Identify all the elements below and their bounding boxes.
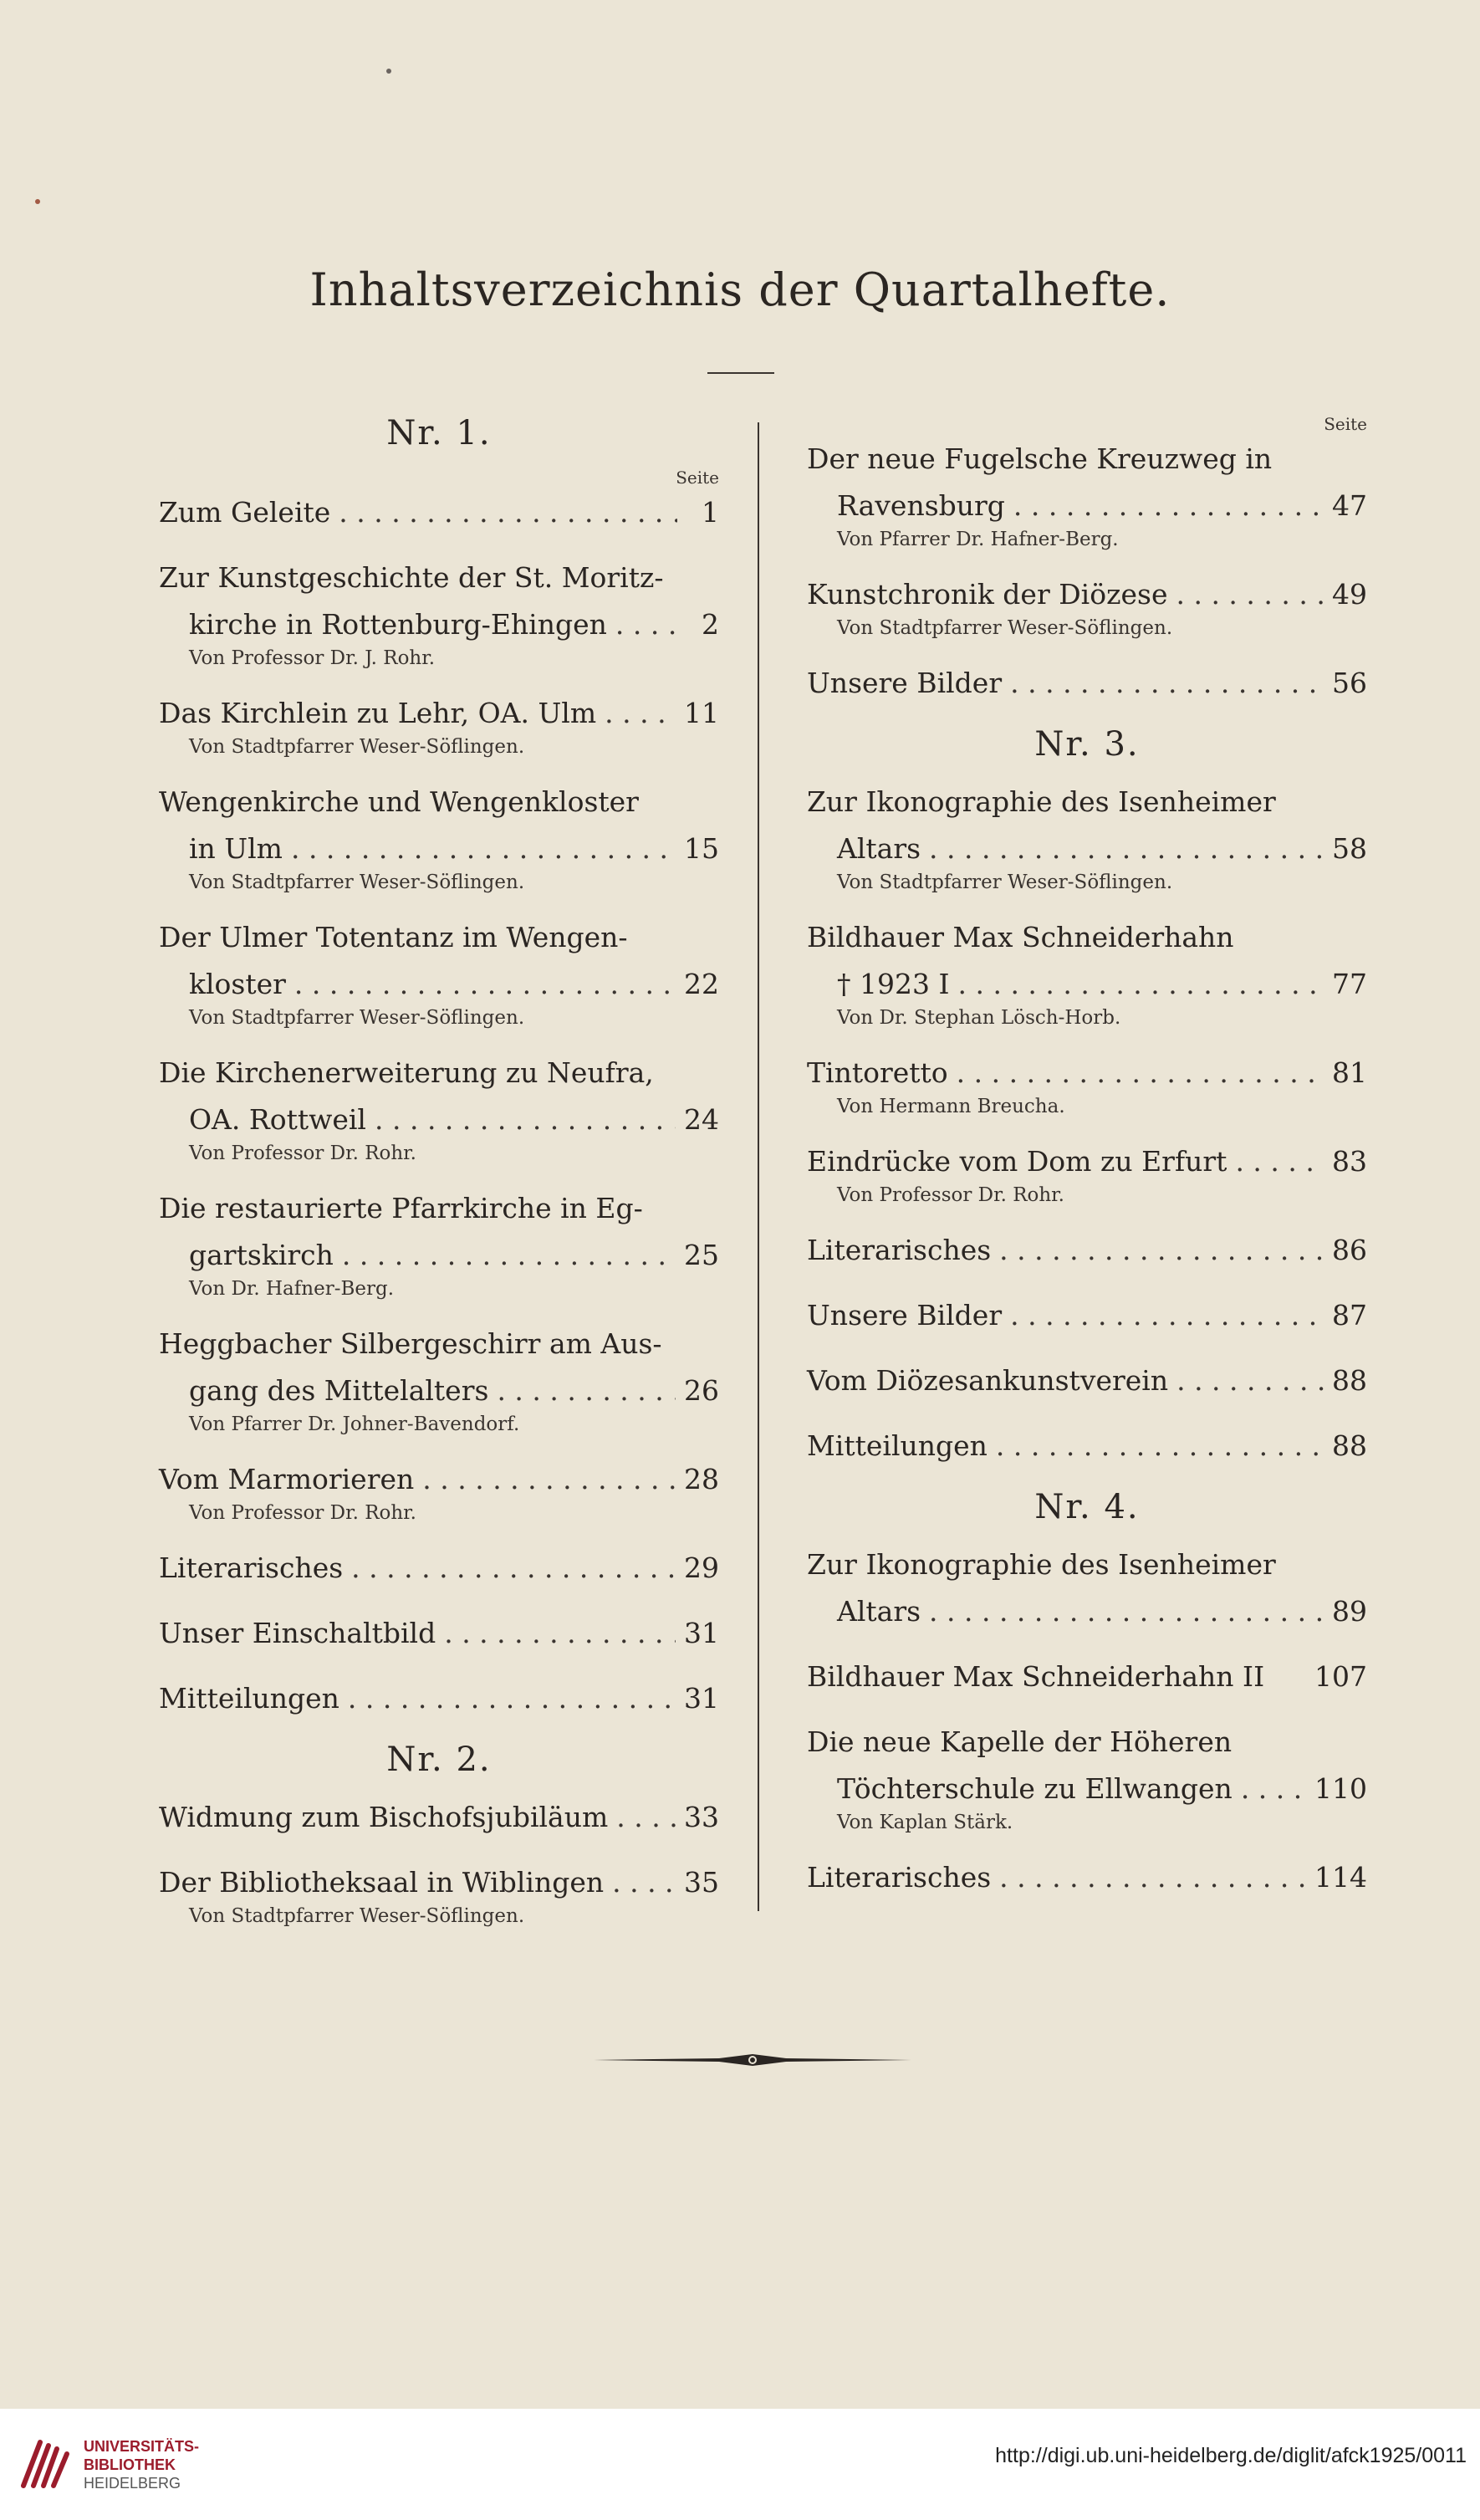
toc-entry-line [807, 1766, 1367, 1812]
toc-entry-line [159, 1232, 719, 1279]
page-number: 22 [684, 968, 719, 1000]
page-number: 58 [1332, 832, 1367, 865]
toc-entry-title: OA. Rottweil [189, 1103, 366, 1136]
toc-entry-title: † 1923 I [837, 968, 950, 1000]
page-number: 35 [684, 1866, 719, 1899]
page-number: 29 [684, 1551, 719, 1584]
page-number: 87 [1332, 1299, 1367, 1332]
toc-entry[interactable] [807, 1227, 1367, 1274]
library-logo-icon [15, 2434, 75, 2494]
dot-leader [444, 1610, 676, 1657]
footer-bar [0, 2409, 1480, 2520]
toc-entry[interactable] [807, 571, 1367, 642]
toc-entry-title: Mitteilungen [159, 1682, 339, 1715]
toc-entry-title: Töchterschule zu Ellwangen [837, 1772, 1232, 1805]
toc-entry-line [807, 1588, 1367, 1635]
toc-entry[interactable] [807, 1654, 1367, 1700]
issue-heading: Nr. 4. [1034, 1488, 1140, 1526]
toc-entry-title: Ravensburg [837, 489, 1005, 522]
title-rule [707, 372, 774, 374]
toc-entry-line [159, 690, 719, 737]
dot-leader [339, 489, 677, 536]
toc-entry[interactable] [159, 489, 719, 536]
toc-entry[interactable] [159, 1794, 719, 1841]
toc-entry-title: Die Kirchenerweiterung zu Neufra, [159, 1056, 654, 1089]
column-divider [758, 422, 759, 1911]
toc-entry-line [807, 961, 1367, 1008]
page-number: 31 [684, 1682, 719, 1715]
toc-entry-line [159, 779, 719, 826]
page-number: 89 [1332, 1595, 1367, 1628]
dot-leader [958, 961, 1324, 1008]
toc-entry[interactable] [159, 555, 719, 672]
toc-entry-line [807, 571, 1367, 618]
toc-entry-title: Zur Ikonographie des Isenheimer [807, 1548, 1276, 1581]
dot-leader [615, 601, 677, 648]
toc-entry-line [159, 489, 719, 536]
page-number: 11 [684, 697, 719, 729]
page-number: 88 [1332, 1429, 1367, 1462]
toc-entry[interactable] [807, 660, 1367, 707]
toc-entry-line [159, 1050, 719, 1096]
toc-entry-title: kloster [189, 968, 286, 1000]
toc-entry-line [807, 826, 1367, 872]
toc-entry-title: Altars [837, 832, 921, 865]
page-column-label: Seite [676, 468, 719, 488]
left-column [159, 414, 719, 1948]
toc-entry[interactable] [807, 914, 1367, 1031]
dot-leader [294, 961, 676, 1008]
toc-entry-line [159, 1610, 719, 1657]
toc-entry-title: Die neue Kapelle der Höheren [807, 1725, 1232, 1758]
page-number: 2 [702, 608, 719, 641]
toc-entry-line [159, 555, 719, 601]
toc-entry-line [807, 1357, 1367, 1404]
toc-entry-author: Von Stadtpfarrer Weser-Söflingen. [837, 872, 1173, 893]
page-number: 33 [684, 1801, 719, 1833]
toc-entry-title: in Ulm [189, 832, 283, 865]
toc-entry[interactable] [807, 1292, 1367, 1339]
library-name-line: UNIVERSITÄTS- [84, 2438, 200, 2455]
dot-leader [999, 1854, 1306, 1901]
library-name [84, 2437, 199, 2492]
page-number: 83 [1332, 1145, 1367, 1178]
toc-entry-author: Von Professor Dr. Rohr. [837, 1184, 1064, 1206]
page-number: 25 [684, 1239, 719, 1271]
issue-heading: Nr. 2. [386, 1740, 492, 1779]
dot-leader [348, 1675, 676, 1722]
toc-entry-line [159, 1794, 719, 1841]
page-number: 88 [1332, 1364, 1367, 1397]
toc-entry-title: gartskirch [189, 1239, 334, 1271]
paper-speck [35, 199, 40, 204]
toc-entry[interactable] [159, 1675, 719, 1722]
toc-entry-title: Bildhauer Max Schneiderhahn [807, 921, 1234, 953]
dot-leader [996, 1423, 1324, 1470]
toc-entry-line [807, 1050, 1367, 1096]
toc-entry[interactable] [807, 1423, 1367, 1470]
toc-entry-title: Der Ulmer Totentanz im Wengen- [159, 921, 628, 953]
toc-entry-author: Von Pfarrer Dr. Hafner-Berg. [837, 529, 1119, 550]
toc-entry-line [807, 1423, 1367, 1470]
paper-speck [386, 69, 391, 74]
toc-entry-title: Wengenkirche und Wengenkloster [159, 785, 639, 818]
toc-entry[interactable] [159, 1321, 719, 1438]
toc-entry-author: Von Professor Dr. Rohr. [189, 1502, 416, 1524]
page-number: 31 [684, 1617, 719, 1649]
dot-leader [497, 1367, 676, 1414]
page-number: 56 [1332, 667, 1367, 699]
dot-leader [422, 1456, 676, 1503]
dot-leader [929, 826, 1324, 872]
dot-leader [1010, 660, 1324, 707]
toc-entry[interactable] [807, 1357, 1367, 1404]
toc-entry-title: Heggbacher Silbergeschirr am Aus- [159, 1327, 662, 1360]
toc-entry-title: Vom Diözesankunstverein [807, 1364, 1169, 1397]
page-number: 1 [702, 496, 719, 529]
toc-entry-line [807, 1654, 1367, 1700]
page-number: 110 [1314, 1772, 1367, 1805]
toc-entry-line [159, 826, 719, 872]
dot-leader [957, 1050, 1324, 1096]
toc-entry-title: Literarisches [807, 1861, 992, 1894]
toc-entry-line [807, 436, 1367, 483]
toc-entry-line [159, 1859, 719, 1906]
page-number: 49 [1332, 578, 1367, 611]
toc-entry[interactable] [807, 436, 1367, 553]
toc-entry-line [807, 1719, 1367, 1766]
closing-ornament [594, 2051, 911, 2069]
toc-entry-title: Eindrücke vom Dom zu Erfurt [807, 1145, 1227, 1178]
toc-entry-line [807, 1292, 1367, 1339]
toc-entry-author: Von Stadtpfarrer Weser-Söflingen. [189, 872, 525, 893]
toc-entry[interactable] [807, 1854, 1367, 1901]
toc-entry-title: Tintoretto [807, 1056, 948, 1089]
issue-heading: Nr. 3. [1034, 725, 1140, 764]
toc-entry-title: Vom Marmorieren [159, 1463, 415, 1495]
toc-entry-author: Von Pfarrer Dr. Johner-Bavendorf. [189, 1413, 520, 1435]
toc-entry-title: Unser Einschaltbild [159, 1617, 436, 1649]
toc-entry-author: Von Stadtpfarrer Weser-Söflingen. [189, 1007, 525, 1029]
dot-leader [1235, 1138, 1324, 1185]
toc-entry-title: Literarisches [807, 1234, 992, 1266]
toc-entry-author: Von Dr. Hafner-Berg. [189, 1278, 395, 1300]
toc-entry-title: kirche in Rottenburg-Ehingen [189, 608, 607, 641]
page-number: 24 [684, 1103, 719, 1136]
toc-entry-title: Der neue Fugelsche Kreuzweg in [807, 442, 1273, 475]
toc-entry-title: Widmung zum Bischofsjubiläum [159, 1801, 609, 1833]
toc-entry-line [159, 1096, 719, 1143]
toc-entry-line [807, 483, 1367, 529]
dot-leader [616, 1794, 676, 1841]
toc-entry-title: Zur Kunstgeschichte der St. Moritz- [159, 561, 664, 594]
toc-entry[interactable] [807, 779, 1367, 896]
issue-heading: Nr. 1. [386, 414, 492, 452]
toc-entry-title: Kunstchronik der Diözese [807, 578, 1168, 611]
toc-entry[interactable] [159, 779, 719, 896]
page-number: 15 [684, 832, 719, 865]
library-name-line: BIBLIOTHEK [84, 2456, 176, 2473]
toc-entry[interactable] [159, 1185, 719, 1302]
dot-leader [351, 1545, 676, 1592]
toc-entry-line [807, 660, 1367, 707]
dot-leader [605, 690, 676, 737]
toc-entry-title: Mitteilungen [807, 1429, 988, 1462]
dot-leader [291, 826, 676, 872]
toc-entry-title: Altars [837, 1595, 921, 1628]
toc-entry-title: gang des Mittelalters [189, 1374, 489, 1407]
library-name-line: HEIDELBERG [84, 2475, 181, 2492]
dot-leader [1241, 1766, 1306, 1812]
toc-entry-title: Zur Ikonographie des Isenheimer [807, 785, 1276, 818]
toc-entry-line [159, 1545, 719, 1592]
toc-entry[interactable] [159, 1050, 719, 1167]
toc-entry[interactable] [807, 1050, 1367, 1120]
toc-entry-author: Von Stadtpfarrer Weser-Söflingen. [189, 1905, 525, 1927]
page-number: 77 [1332, 968, 1367, 1000]
toc-entry-line [159, 1321, 719, 1367]
page-number: 47 [1332, 489, 1367, 522]
page-title: Inhaltsverzeichnis der Quartalhefte. [309, 263, 1171, 316]
toc-entry-line [807, 779, 1367, 826]
toc-entry-line [807, 1854, 1367, 1901]
toc-entry[interactable] [159, 914, 719, 1031]
toc-entry-line [159, 1367, 719, 1414]
toc-entry[interactable] [159, 690, 719, 760]
toc-entry-title: Zum Geleite [159, 496, 331, 529]
dot-leader [612, 1859, 676, 1906]
page-number: 107 [1314, 1660, 1367, 1693]
dot-leader [1013, 483, 1324, 529]
toc-entry-author: Von Hermann Breucha. [837, 1096, 1065, 1117]
toc-entry-author: Von Professor Dr. Rohr. [189, 1142, 416, 1164]
toc-entry-line [807, 1227, 1367, 1274]
toc-entry-line [159, 601, 719, 648]
page-number: 81 [1332, 1056, 1367, 1089]
toc-entry[interactable] [159, 1545, 719, 1592]
toc-entry-line [159, 1675, 719, 1722]
toc-entry-line [159, 1456, 719, 1503]
page-number: 26 [684, 1374, 719, 1407]
toc-entry[interactable] [807, 1541, 1367, 1635]
toc-entry-line [807, 914, 1367, 961]
page-number: 28 [684, 1463, 719, 1495]
dot-leader [1176, 1357, 1324, 1404]
toc-entry-title: Der Bibliotheksaal in Wiblingen [159, 1866, 605, 1899]
toc-entry-author: Von Kaplan Stärk. [837, 1812, 1013, 1833]
toc-entry-author: Von Dr. Stephan Lösch-Horb. [837, 1007, 1121, 1029]
toc-entry-line [159, 961, 719, 1008]
toc-entry[interactable] [807, 1719, 1367, 1836]
toc-entry[interactable] [807, 1138, 1367, 1209]
dot-leader [375, 1096, 676, 1143]
dot-leader [342, 1232, 676, 1279]
toc-entry-line [807, 1138, 1367, 1185]
dot-leader [1010, 1292, 1324, 1339]
toc-entry-title: Bildhauer Max Schneiderhahn II [807, 1660, 1265, 1693]
toc-entry-title: Unsere Bilder [807, 1299, 1003, 1332]
toc-entry-title: Das Kirchlein zu Lehr, OA. Ulm [159, 697, 597, 729]
toc-entry-title: Unsere Bilder [807, 667, 1003, 699]
toc-entry-author: Von Professor Dr. J. Rohr. [189, 647, 436, 669]
toc-entry[interactable] [159, 1610, 719, 1657]
toc-entry-line [159, 914, 719, 961]
right-column [807, 414, 1367, 1919]
page-number: 86 [1332, 1234, 1367, 1266]
source-url-link[interactable]: http://digi.ub.uni-heidelberg.de/diglit/afck1925/0011 [995, 2444, 1467, 2467]
dot-leader [999, 1227, 1324, 1274]
page-column-label: Seite [1324, 414, 1367, 434]
toc-entry-title: Literarisches [159, 1551, 344, 1584]
page-number: 114 [1314, 1861, 1367, 1894]
toc-entry-author: Von Stadtpfarrer Weser-Söflingen. [189, 736, 525, 758]
toc-entry-line [807, 1541, 1367, 1588]
toc-entry-line [159, 1185, 719, 1232]
dot-leader [929, 1588, 1324, 1635]
toc-entry[interactable] [159, 1859, 719, 1930]
toc-entry-author: Von Stadtpfarrer Weser-Söflingen. [837, 617, 1173, 639]
dot-leader [1176, 571, 1324, 618]
toc-entry-title: Die restaurierte Pfarrkirche in Eg- [159, 1192, 643, 1224]
toc-entry[interactable] [159, 1456, 719, 1526]
